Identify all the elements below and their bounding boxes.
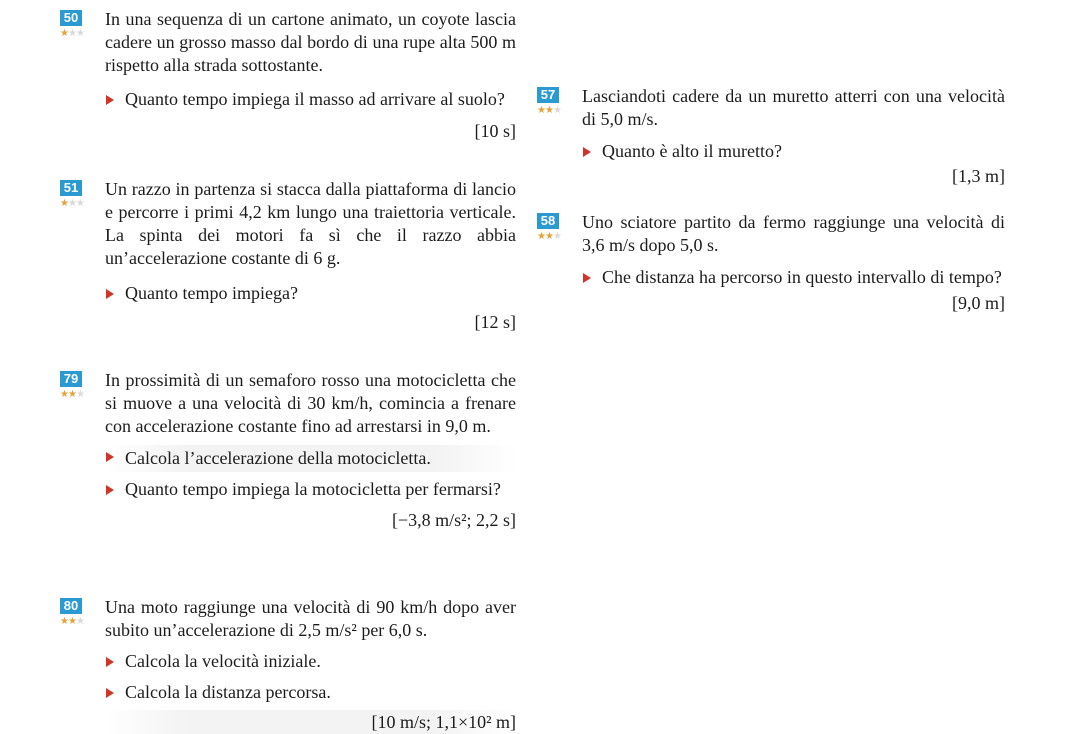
exercise-text: Uno sciatore partito da fermo raggiunge una velocità di 3,6 m/s dopo 5,0 s. (582, 212, 1005, 255)
bullet-triangle-icon (583, 273, 591, 283)
difficulty-stars-icon: ★★★ (60, 198, 84, 209)
question-text: Quanto è alto il muretto? (602, 141, 782, 161)
difficulty-stars-icon: ★★★ (537, 231, 561, 242)
exercise-number-badge: 51 (60, 180, 82, 196)
difficulty-stars-icon: ★★★ (60, 389, 84, 400)
question-text: Calcola la distanza percorsa. (125, 682, 331, 702)
answer-text: [10 m/s; 1,1×10² m] (105, 710, 516, 734)
question-item (105, 681, 516, 704)
exercise-text: Una moto raggiunge una velocità di 90 km/h dopo aver subito un’accelerazione di 2,5 m/s² per 6,0 s. (105, 597, 516, 640)
bullet-triangle-icon (106, 657, 114, 667)
question-item (105, 445, 516, 472)
question-item (105, 88, 516, 111)
question-text: Calcola l’accelerazione della motocicletta. (125, 448, 431, 468)
exercise-number-badge: 50 (60, 10, 82, 26)
exercise-number-badge: 58 (537, 213, 559, 229)
answer-text: [12 s] (474, 312, 516, 332)
bullet-triangle-icon (583, 147, 591, 157)
question-item (582, 140, 1005, 163)
exercise-text: Un razzo in partenza si stacca dalla piattaforma di lancio e percorre i primi 4,2 km lungo una traiettoria verticale. La spinta dei motori fa sì che il razzo abbia un’accelerazione costante di 6 g. (105, 179, 516, 268)
question-item (582, 266, 1005, 289)
exercise-number-badge: 57 (537, 87, 559, 103)
exercise-text: Lasciandoti cadere da un muretto atterri con una velocità di 5,0 m/s. (582, 86, 1005, 129)
bullet-triangle-icon (106, 688, 114, 698)
difficulty-stars-icon: ★★★ (537, 105, 561, 116)
question-item (105, 478, 516, 501)
exercise-number-badge: 79 (60, 371, 82, 387)
bullet-triangle-icon (106, 452, 114, 462)
bullet-triangle-icon (106, 485, 114, 495)
difficulty-stars-icon: ★★★ (60, 616, 84, 627)
exercise-text: In una sequenza di un cartone animato, un coyote lascia cadere un grosso masso dal bordo di una rupe alta 500 m rispetto alla strada sottostante. (105, 9, 516, 75)
exercise-text: In prossimità di un semaforo rosso una motocicletta che si muove a una velocità di 30 km/h, comincia a frenare con accelerazione costante fino ad arrestarsi in 9,0 m. (105, 370, 516, 436)
question-text: Calcola la velocità iniziale. (125, 651, 321, 671)
bullet-triangle-icon (106, 289, 114, 299)
difficulty-stars-icon: ★★★ (60, 28, 84, 39)
question-text: Quanto tempo impiega? (125, 283, 298, 303)
question-item (105, 282, 516, 305)
answer-text: [1,3 m] (952, 166, 1005, 186)
question-item (105, 650, 516, 673)
question-text: Quanto tempo impiega il masso ad arrivare al suolo? (125, 89, 505, 109)
bullet-triangle-icon (106, 95, 114, 105)
question-text: Quanto tempo impiega la motocicletta per fermarsi? (125, 479, 501, 499)
answer-text: [10 s] (474, 121, 516, 141)
answer-text: [−3,8 m/s²; 2,2 s] (391, 510, 516, 530)
exercise-number-badge: 80 (60, 598, 82, 614)
answer-text: [9,0 m] (952, 293, 1005, 313)
question-text: Che distanza ha percorso in questo intervallo di tempo? (602, 267, 1002, 287)
